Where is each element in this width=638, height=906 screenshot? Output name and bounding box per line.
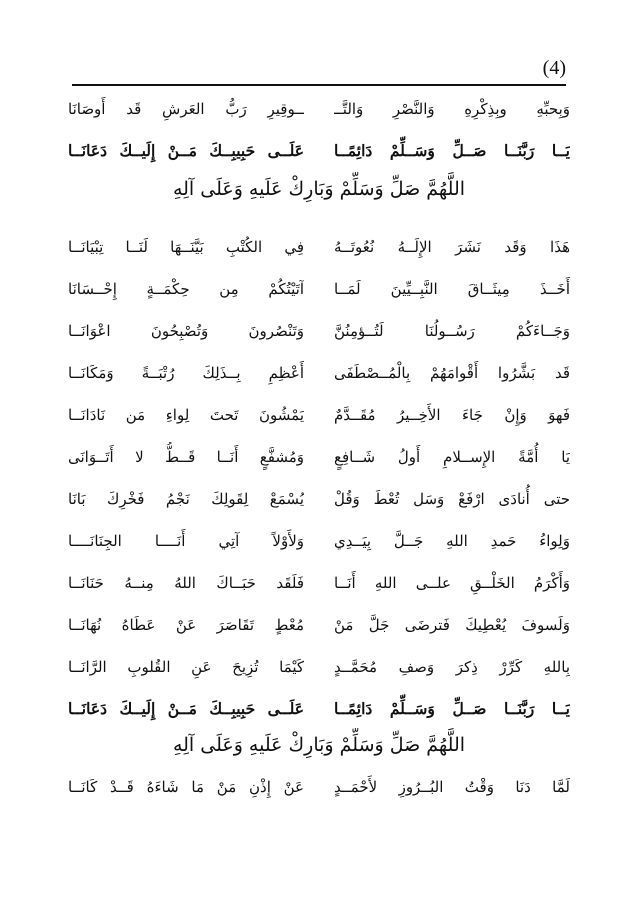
poem-couplet <box>68 274 570 304</box>
hemistich-left: كَيْمَا تُزِيحَ عَنِ القُلوبِ الرَّانَــا <box>68 658 304 676</box>
hemistich-right: فَهوَ وَإِنْ جَاءَ الأَخِــيرُ مُقَــدَّمٌ <box>334 406 570 424</box>
poem-couplet <box>68 610 570 640</box>
hemistich-left: ــوقِيرِ رَبُّ العَرشِ قَد أَوصَانَا <box>68 100 304 118</box>
hemistich-right: قَد بَشَّرُوا أَقْوامَهُمْ بِالْمُــصْطَفَى <box>334 364 570 382</box>
refrain-right: يَــا رَبَّنَــا صَــلِّ وَسَــلِّمْ دَائِمًــا <box>334 699 570 718</box>
salawat-line: اللَّهُمَّ صَلِّ وَسَلِّمْ وَبَارِكْ عَلَيهِ وَعَلَى آلِهِ <box>172 178 466 200</box>
hemistich-right: وَبِحبِّهِ وبِذِكْرِهِ وَالنَّصْرِ وَالتَّــ <box>334 100 570 118</box>
hemistich-right: حتى أُنادَى ارْفَعْ وَسَل تُعْطَ وَقُلْ <box>334 490 570 508</box>
hemistich-right: وَلِواءُ حَمدِ اللهِ جَــلَّ بِيَــدِي <box>334 532 570 550</box>
hemistich-left: وَمُشفَّعٍ أَنَــا قَــطُّ لا أَتَــوَانَى <box>68 448 304 466</box>
poem-couplet <box>68 652 570 682</box>
hemistich-right: أَخَــذَ مِيثَــاقَ النَّبِــيِّينَ لَمَــا <box>334 280 570 298</box>
hemistich-left: وَلأَوْلاً آتِي أَنَــــا الجِنَانَــــا <box>68 532 304 550</box>
hemistich-left: فِي الكُتْبِ بَيَّنَــهَا لَنَــا تِبْيَانَــا <box>68 238 304 256</box>
poem-couplet <box>68 526 570 556</box>
refrain-couplet <box>68 694 570 724</box>
refrain-couplet <box>68 136 570 166</box>
hemistich-right: وَجَــاءَكُمْ رَسُــولُنَا لَتُــؤمِنُنَّ <box>334 322 570 340</box>
hemistich-right: هَذَا وَقَد نَشَرَ الإِلَــهُ نُعُوتَــهُ <box>334 238 570 256</box>
hemistich-right: وَأَكْرَمُ الخَلْــقِ علــى اللهِ أَنَــا <box>334 574 570 592</box>
poem-couplet <box>68 568 570 598</box>
refrain-right: يَــا رَبَّنَــا صَــلِّ وَسَــلِّمْ دَائِمًــا <box>334 141 570 160</box>
poem-couplet <box>68 316 570 346</box>
poem-couplet <box>68 442 570 472</box>
salawat-line: اللَّهُمَّ صَلِّ وَسَلِّمْ وَبَارِكْ عَلَيهِ وَعَلَى آلِهِ <box>172 734 466 756</box>
poem-couplet <box>68 94 570 124</box>
page-number: (4) <box>542 57 566 79</box>
header-rule <box>72 84 566 86</box>
hemistich-left: مُعْطٍ تَقَاصَرَ عَنْ عَطَاهُ نُهَانَــا <box>68 616 304 634</box>
poem-couplet <box>68 232 570 262</box>
hemistich-left: وَتَنْصُرونَ وَتُصْبِحُونَ اعْوَانَــا <box>68 322 304 340</box>
hemistich-right: لَمَّا دَنَا وَقْتُ البُــرُوزِ لأَحْمَــدٍ <box>334 778 570 796</box>
hemistich-left: أَعْظِمِ بِــذَلِكَ رُتْبَــةً وَمَكَانَــا <box>68 364 304 382</box>
poem-couplet <box>68 772 570 802</box>
poem-couplet <box>68 484 570 514</box>
hemistich-left: آتَيْتُكُمْ مِن حِكْمَــةٍ إِحْــسَانَا <box>68 280 304 298</box>
hemistich-left: يَمْشُونَ تَحتَ لِواءِ مَن نَادَانَــا <box>68 406 304 424</box>
poem-couplet <box>68 400 570 430</box>
poem-couplet <box>68 358 570 388</box>
hemistich-left: يُسْمَعْ لِقَولِكَ نَجْمُ فَخْرِكَ بَانَا <box>68 490 304 508</box>
hemistich-left: فَلَقَد حَبَــاكَ اللهُ مِنــهُ حَنَانَــا <box>68 574 304 592</box>
hemistich-right: بِاللهِ كَرِّرْ ذِكرَ وَصفِ مُحَمَّــدٍ <box>334 658 570 676</box>
hemistich-right: وَلَسوفَ يُعْطِيكَ فَترضَى جَلَّ مَنْ <box>334 616 570 634</box>
refrain-left: عَلَــى حَبِيبِــكَ مَــنْ إِلَيــكَ دَعَانَــا <box>68 699 304 718</box>
refrain-left: عَلَــى حَبِيبِــكَ مَــنْ إِلَيــكَ دَعَانَــا <box>68 141 304 160</box>
hemistich-right: يَا أُمَّةً الإِســلامِ أَولُ شَــافِعٍ <box>334 448 570 466</box>
hemistich-left: عَنْ إِذْنِ مَنْ مَا شَاءَهُ قَــدْ كَانَــا <box>68 778 304 796</box>
